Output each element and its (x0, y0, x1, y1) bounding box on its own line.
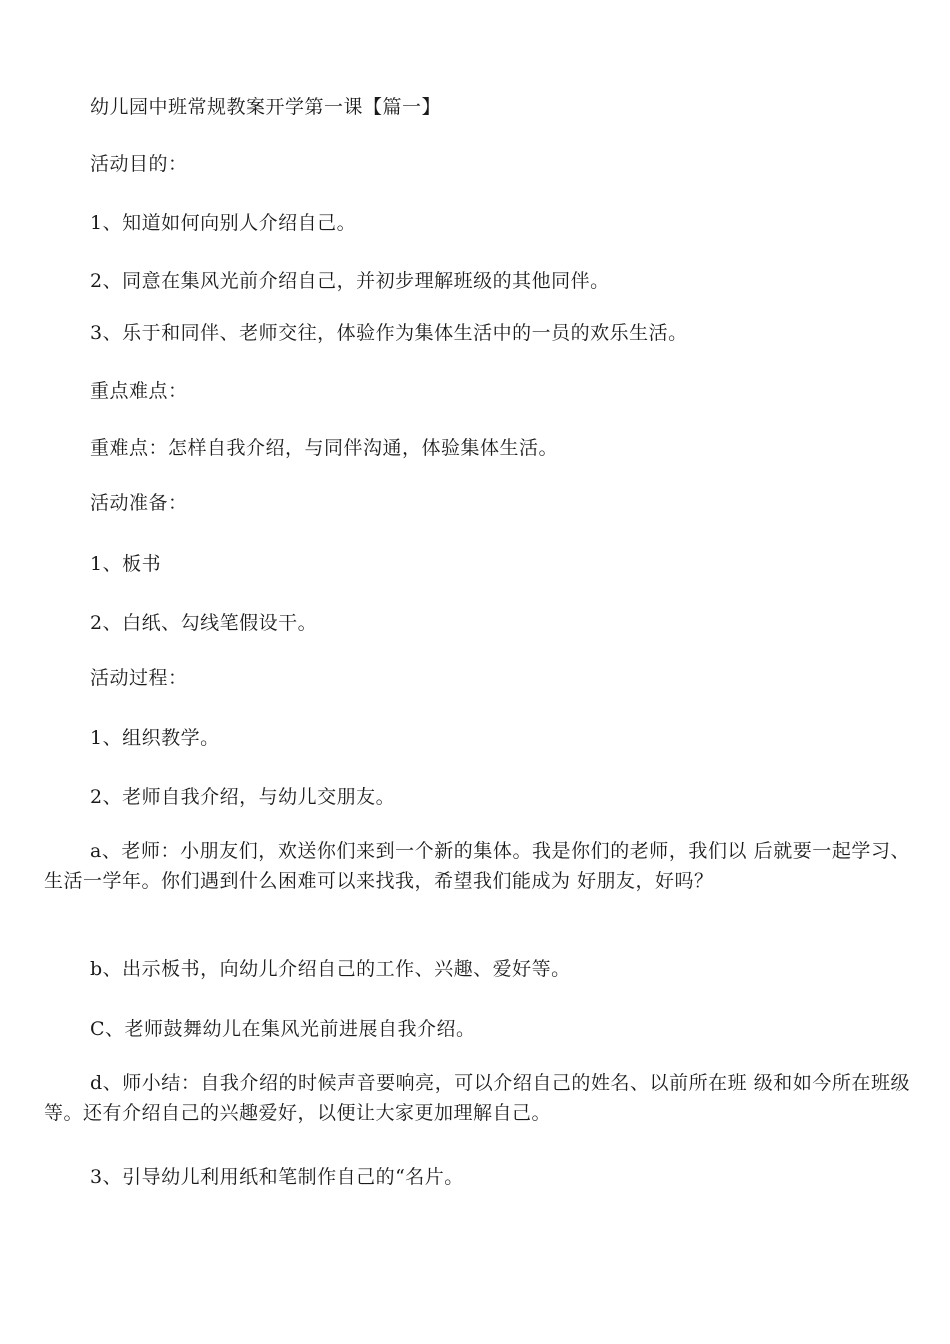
goal-heading: 活动目的： (90, 153, 188, 175)
process-item: 1、组织教学。 (90, 727, 220, 749)
paragraph-b: b、出示板书，向幼儿介绍自己的工作、兴趣、爱好等。 (90, 958, 571, 980)
goal-item: 3、乐于和同伴、老师交往，体验作为集体生活中的一员的欢乐生活。 (90, 322, 688, 344)
process-item: 2、老师自我介绍，与幼儿交朋友。 (90, 786, 396, 808)
focus-text: 重难点：怎样自我介绍，与同伴沟通，体验集体生活。 (90, 437, 559, 459)
paragraph-d: d、师小结：自我介绍的时候声音要响亮，可以介绍自己的姓名、以前所在班 级和如今所在班级等。还有介绍自己的兴趣爱好，以便让大家更加理解自己。 (44, 1072, 910, 1124)
paragraph-a: a、老师：小朋友们，欢送你们来到一个新的集体。我是你们的老师，我们以 后就要一起学习、生活一学年。你们遇到什么困难可以来找我，希望我们能成为 好朋友，好吗？ (44, 840, 910, 892)
focus-heading: 重点难点： (90, 380, 188, 402)
prep-item: 1、板书 (90, 553, 162, 575)
prep-heading: 活动准备： (90, 492, 188, 514)
goal-item: 1、知道如何向别人介绍自己。 (90, 212, 357, 234)
goal-item: 2、同意在集风光前介绍自己，并初步理解班级的其他同伴。 (90, 270, 610, 292)
document-title: 幼儿园中班常规教案开学第一课【篇一】 (90, 96, 442, 118)
prep-item: 2、白纸、勾线笔假设干。 (90, 612, 318, 634)
paragraph-c: C、老师鼓舞幼儿在集风光前进展自我介绍。 (90, 1018, 476, 1040)
step-3: 3、引导幼儿利用纸和笔制作自己的“名片。 (90, 1166, 464, 1188)
process-heading: 活动过程： (90, 667, 188, 689)
